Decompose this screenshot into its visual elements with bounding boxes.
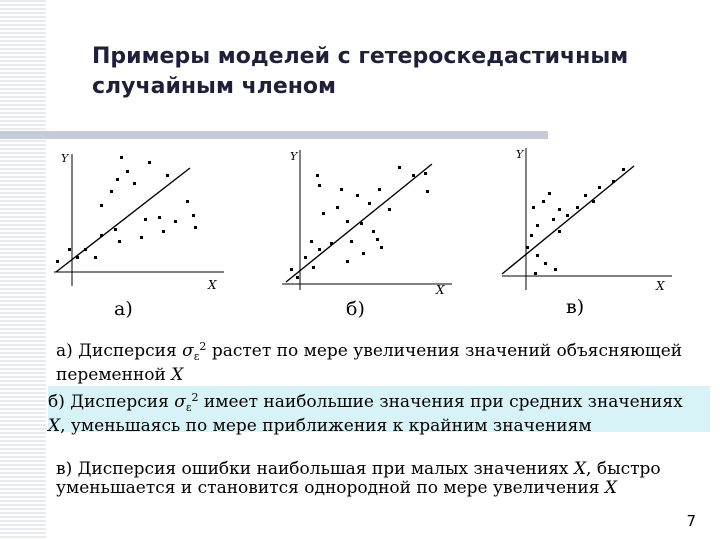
- description-a: [56, 337, 706, 385]
- data-point: [76, 256, 79, 259]
- data-point: [296, 276, 299, 279]
- data-point: [118, 240, 121, 243]
- plot-c: [496, 144, 676, 294]
- data-point: [110, 190, 113, 193]
- data-point: [133, 182, 136, 185]
- data-point: [56, 260, 59, 263]
- description-b: [48, 386, 710, 436]
- data-point: [318, 184, 321, 187]
- plot-a-x-label: X: [208, 278, 217, 292]
- data-point: [330, 242, 333, 245]
- plot-c-x-label: X: [656, 279, 665, 293]
- page-number: 7: [686, 512, 696, 530]
- data-point: [316, 174, 319, 177]
- data-point: [186, 200, 189, 203]
- data-point: [368, 202, 371, 205]
- plot-b-x-label: X: [436, 283, 445, 294]
- data-point: [140, 236, 143, 239]
- plot-b: [276, 144, 456, 294]
- data-point: [174, 220, 177, 223]
- title-divider: [0, 131, 548, 139]
- data-point: [576, 206, 579, 209]
- plot-c-label: в): [566, 296, 585, 318]
- data-point: [194, 226, 197, 229]
- decorative-stripes: [0, 0, 46, 540]
- data-point: [554, 268, 557, 271]
- data-point: [526, 246, 529, 249]
- data-point: [84, 248, 87, 251]
- plot-a-y-label: Y: [61, 152, 69, 165]
- description-c-line-1: в) Дисперсия ошибки наибольшая при малых значениях X, быстро: [56, 459, 661, 479]
- data-point: [166, 174, 169, 177]
- data-point: [304, 256, 307, 259]
- data-point: [162, 230, 165, 233]
- data-point: [100, 234, 103, 237]
- plot-a-label: а): [114, 298, 133, 320]
- description-b-line-2: X, уменьшаясь по мере приближения к крайним значениям: [48, 416, 592, 436]
- data-point: [380, 246, 383, 249]
- data-point: [534, 272, 537, 275]
- plot-c-y-label: Y: [516, 148, 524, 161]
- data-point: [536, 224, 539, 227]
- slide-title: [92, 42, 692, 102]
- data-point: [68, 248, 71, 251]
- data-point: [346, 260, 349, 263]
- data-point: [592, 200, 595, 203]
- data-point: [340, 188, 343, 191]
- data-point: [398, 166, 401, 169]
- plot-a: [48, 144, 228, 294]
- data-point: [322, 212, 325, 215]
- data-point: [94, 256, 97, 259]
- data-point: [114, 228, 117, 231]
- data-point: [336, 206, 339, 209]
- data-point: [412, 174, 415, 177]
- plot-b-y-label: Y: [290, 150, 298, 163]
- data-point: [558, 230, 561, 233]
- data-point: [158, 216, 161, 219]
- data-point: [192, 214, 195, 217]
- data-point: [372, 230, 375, 233]
- data-point: [530, 234, 533, 237]
- data-point: [612, 180, 615, 183]
- plot-c-svg: [496, 144, 676, 294]
- data-point: [148, 161, 151, 164]
- description-b-line-1: б) Дисперсия $\sigma_\varepsilon^2$ имеет наибольшие значения при средних значениях: [48, 391, 683, 414]
- plot-b-regression-line: [286, 164, 432, 282]
- data-point: [378, 188, 381, 191]
- data-point: [424, 172, 427, 175]
- description-a-line-2: переменной X: [56, 365, 184, 385]
- data-point: [536, 254, 539, 257]
- data-point: [548, 192, 551, 195]
- data-point: [120, 156, 123, 159]
- plot-b-svg: [276, 144, 456, 294]
- data-point: [350, 240, 353, 243]
- data-point: [356, 194, 359, 197]
- data-point: [552, 218, 555, 221]
- data-point: [558, 208, 561, 211]
- data-point: [310, 240, 313, 243]
- data-point: [426, 190, 429, 193]
- data-point: [360, 222, 363, 225]
- plot-c-points: [526, 168, 625, 275]
- data-point: [290, 268, 293, 271]
- data-point: [318, 248, 321, 251]
- data-point: [126, 170, 129, 173]
- data-point: [388, 208, 391, 211]
- description-a-line-1: а) Дисперсия $\sigma_\varepsilon^2$ растет по мере увеличения значений объясняющей: [56, 340, 683, 363]
- description-c: [56, 460, 706, 498]
- data-point: [100, 204, 103, 207]
- plot-b-label: б): [346, 298, 365, 320]
- data-point: [622, 168, 625, 171]
- data-point: [362, 252, 365, 255]
- data-point: [116, 178, 119, 181]
- description-c-line-2: уменьшается и становится однородной по мере увеличения X: [56, 478, 617, 498]
- data-point: [376, 238, 379, 241]
- title-line-1: Примеры моделей с гетероскедастичным: [92, 44, 629, 69]
- data-point: [346, 220, 349, 223]
- plot-a-points: [56, 156, 197, 263]
- data-point: [144, 218, 147, 221]
- data-point: [584, 194, 587, 197]
- title-line-2: случайным членом: [92, 74, 337, 99]
- data-point: [312, 266, 315, 269]
- data-point: [542, 200, 545, 203]
- data-point: [598, 186, 601, 189]
- plot-a-svg: [48, 144, 228, 294]
- data-point: [566, 214, 569, 217]
- data-point: [544, 262, 547, 265]
- data-point: [532, 206, 535, 209]
